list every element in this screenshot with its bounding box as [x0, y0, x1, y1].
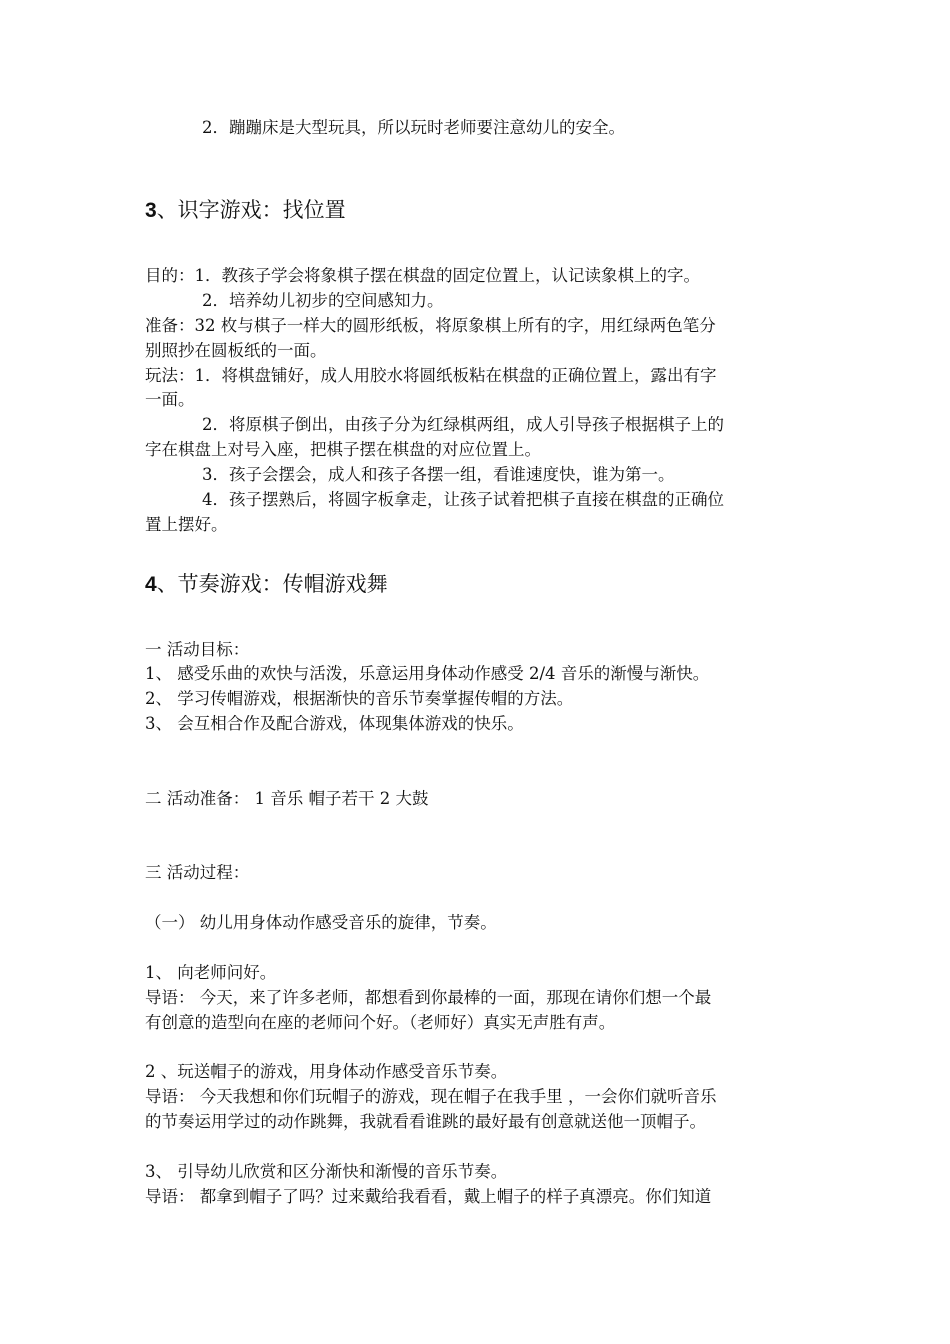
section-3-play-1-line-2: 一面。	[145, 390, 195, 409]
activity-preparation: 二 活动准备： 1 音乐 帽子若干 2 大鼓	[145, 789, 429, 808]
section-4-heading	[145, 571, 388, 598]
process-step-2: 2 、玩送帽子的游戏，用身体动作感受音乐节奏。	[145, 1062, 508, 1081]
section-3-play-3: 3．孩子会摆会，成人和孩子各摆一组，看谁速度快，谁为第一。	[202, 465, 675, 484]
section-3-play-4-line-2: 置上摆好。	[145, 515, 228, 534]
process-step-2-guide-line-2: 的节奏运用学过的动作跳舞，我就看看谁跳的最好最有创意就送他一顶帽子。	[145, 1112, 706, 1131]
section-3-play-2-line-2: 字在棋盘上对号入座，把棋子摆在棋盘的对应位置上。	[145, 440, 541, 459]
process-step-3: 3、 引导幼儿欣赏和区分渐快和渐慢的音乐节奏。	[145, 1162, 508, 1181]
section-3-play-4-line-1: 4．孩子摆熟后，将圆字板拿走，让孩子试着把棋子直接在棋盘的正确位	[202, 490, 724, 509]
activity-goal-2: 2、 学习传帽游戏，根据渐快的音乐节奏掌握传帽的方法。	[145, 689, 574, 708]
process-step-2-guide-line-1: 导语： 今天我想和你们玩帽子的游戏，现在帽子在我手里 ，一会你们就听音乐	[145, 1087, 717, 1106]
section-3-prep-line-2: 别照抄在圆板纸的一面。	[145, 341, 327, 360]
activity-goal-3: 3、 会互相合作及配合游戏，体现集体游戏的快乐。	[145, 714, 524, 733]
section-3-heading	[145, 197, 346, 224]
activity-goal-1: 1、 感受乐曲的欢快与活泼，乐意运用身体动作感受 2/4 音乐的渐慢与渐快。	[145, 664, 710, 683]
process-step-1-guide-line-2: 有创意的造型向在座的老师问个好。（老师好）真实无声胜有声。	[145, 1013, 616, 1032]
activity-process-title: 三 活动过程：	[145, 863, 250, 882]
section-3-title: 、识字游戏：找位置	[156, 198, 346, 222]
process-step-3-guide-line-1: 导语： 都拿到帽子了吗？过来戴给我看看，戴上帽子的样子真漂亮。你们知道	[145, 1187, 712, 1206]
process-part-1: （一） 幼儿用身体动作感受音乐的旋律，节奏。	[145, 913, 497, 932]
section-3-goal-1: 目的：1．教孩子学会将象棋子摆在棋盘的固定位置上，认记读象棋上的字。	[145, 266, 700, 285]
section-3-goal-2: 2．培养幼儿初步的空间感知力。	[202, 291, 444, 310]
section-3-number: 3	[145, 199, 157, 222]
section-4-title: 、节奏游戏：传帽游戏舞	[156, 572, 388, 596]
activity-goals-title: 一 活动目标：	[145, 640, 250, 659]
section-4-number: 4	[145, 573, 157, 596]
section-3-play-1-line-1: 玩法：1．将棋盘铺好，成人用胶水将圆纸板粘在棋盘的正确位置上，露出有字	[145, 366, 717, 385]
safety-note: 2．蹦蹦床是大型玩具，所以玩时老师要注意幼儿的安全。	[202, 118, 625, 137]
section-3-play-2-line-1: 2．将原棋子倒出，由孩子分为红绿棋两组，成人引导孩子根据棋子上的	[202, 415, 724, 434]
process-step-1: 1、 向老师问好。	[145, 963, 277, 982]
process-step-1-guide-line-1: 导语： 今天，来了许多老师，都想看到你最棒的一面，那现在请你们想一个最	[145, 988, 712, 1007]
section-3-prep-line-1: 准备：32 枚与棋子一样大的圆形纸板，将原象棋上所有的字，用红绿两色笔分	[145, 316, 716, 335]
